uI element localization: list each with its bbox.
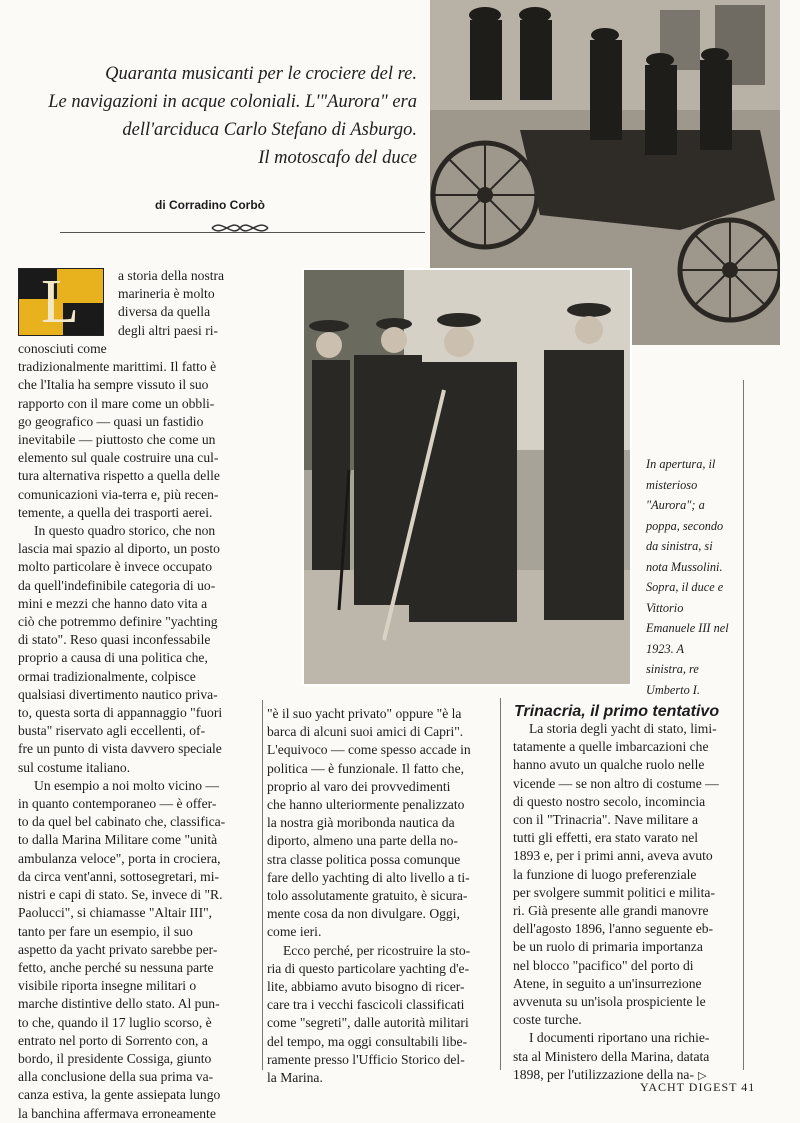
column2 [267,705,493,1087]
text-line: barca di alcuni suoi amici di Capri". [267,724,464,740]
text-line: coste turche. [513,1012,582,1028]
text-line: "è il suo yacht privato" oppure "è la [267,706,462,721]
headline-line: dell'arciduca Carlo Stefano di Asburgo. [122,120,417,140]
column1 [18,340,258,1123]
section-title: Trinacria, il primo tentativo [514,703,720,720]
page-footer: YACHT DIGEST 41 [640,1080,756,1094]
text-line: Vittorio [646,600,684,615]
text-line: la funzione di luogo preferenziale [513,866,697,882]
text-line: to da quel bel cabinato che, classifica- [18,814,226,830]
text-line: alla conclusione della sua prima va- [18,1069,214,1085]
text-line: misterioso [646,477,698,492]
text-line: to, questa sorta di appannaggio "fuori [18,705,223,721]
continue-arrow-icon: ▷ [697,1069,707,1082]
text-line: I documenti riportano una richie- [529,1030,710,1046]
text-line: canza estiva, la gente assiepata lungo [18,1087,221,1103]
text-line: per svolgere summit politici e milita- [513,884,715,900]
text-line: sinistra, re [646,662,699,676]
column-divider [743,380,744,1070]
text-line: proprio a causa di una politica che, [18,650,208,666]
text-line: avvenuta su un'isola prospiciente le [513,994,706,1010]
text-line: L'equivoco — come spesso accade in [267,742,471,758]
text-line: In questo quadro storico, che non [34,523,216,539]
headline-line: Quaranta musicanti per le crociere del re. [105,64,417,84]
dropcap [18,268,104,336]
text-line: poppa, secondo [646,518,724,533]
text-line: che l'Italia ha sempre vissuto il suo [18,377,209,393]
text-line: ciò che potremmo definire "yachting [18,614,218,630]
text-line: elemento sul quale costruire una cul- [18,450,219,466]
headline-line: Il motoscafo del duce [258,148,417,168]
ornament-icon [210,220,270,236]
text-line: ormai tradizionalmente, colpisce [18,668,196,684]
text-line: del tempo, ma oggi consultabili libe- [267,1033,468,1049]
text-line: 1898, per l'utilizzazione della na- ▷ [513,1066,739,1085]
text-line: La storia degli yacht di stato, limi- [529,721,717,736]
text-line: la banchina affermava erroneamente [18,1105,216,1121]
text-line: molto particolare è invece occupato [18,559,212,575]
text-line: tradizionalmente marittimi. Il fatto è [18,359,217,375]
text-line: ri. Già presente alle grandi manovre [513,903,709,919]
text-line: sul costume italiano. [18,759,131,775]
text-line: tura alternativa rispetto a quella delle [18,468,220,484]
text-line: Ecco perché, per ricostruire la sto- [283,942,471,958]
text-line: to dalla Marina Militare come "unità [18,832,218,848]
text-line: Paolucci", si chiamasse "Altair III", [18,905,213,921]
text-line: marineria è molto [118,286,215,302]
text-line: tutti gli effetti, era stato varato nel [513,830,699,846]
text-line: inevitabile — piuttosto che come un [18,432,216,448]
text-line: temente, a quella dei trasporti aerei. [18,504,213,520]
text-line: nistri e capi di stato. Se, invece di "R. [18,887,223,903]
text-line: nel blocco "pacifico" del porto di [513,957,694,973]
text-line: di stato". Reso quasi inconfessabile [18,632,211,648]
text-line: da sinistra, si [646,539,713,553]
text-line: a storia della nostra [118,268,225,283]
text-line: care tra i vecchi fascicoli classificati [267,997,465,1013]
text-line: come "segreti", dalle autorità militari [267,1015,469,1031]
text-line: Un esempio a noi molto vicino — [34,777,220,793]
text-line: to che, quando il 17 luglio scorso, è [18,1014,212,1030]
text-line: conosciuti come [18,341,107,356]
column-divider [500,698,501,1070]
text-line: qualsiasi divertimento nautico priva- [18,686,218,702]
text-line: lite, abbiamo avuto bisogno di ricer- [267,979,465,995]
text-line: la Marina. [267,1070,323,1086]
text-line: da circa vent'anni, sottosegretari, mi- [18,868,219,884]
text-line: nota Mussolini. [646,559,723,574]
column3 [513,720,739,1085]
text-line: "Aurora"; a [646,498,705,512]
text-line: aspetto da yacht privato sarebbe per- [18,941,218,957]
column1-top [118,267,258,340]
text-line: fare dello yachting di alto livello a ti- [267,869,470,885]
text-line: Emanuele III nel [646,621,729,635]
photo-caption [646,454,746,700]
text-line: tolo assolutamente gratuito, è sicura- [267,888,468,904]
headline-line: Le navigazioni in acque coloniali. L'"Aurora" era [48,92,417,112]
text-line: sta al Ministero della Marina, datata [513,1048,710,1064]
text-line: Umberto I. [646,682,700,697]
text-line: fetto, anche perché su nessuna parte [18,959,214,975]
text-line: diversa da quella [118,304,211,320]
text-line: In apertura, il [646,457,716,471]
text-line: ambulanza veloce", porta in crociera, [18,850,221,866]
text-line: marche distintive dello stato. Al pun- [18,996,220,1012]
text-line: Atene, in seguito a un'insurrezione [513,975,702,991]
text-line: mini e mezzi che hanno dato vita a [18,595,208,611]
text-line: stra classe politica possa comunque [267,851,461,867]
text-line: entrato nel porto di Sorrento con, a [18,1032,208,1048]
text-line: 1923. A [646,641,685,656]
text-line: lascia mai spazio al diporto, un posto [18,541,220,557]
text-line: proprio al varo dei provvedimenti [267,778,451,794]
text-line: come ieri. [267,924,322,940]
text-line: di questo nostro secolo, incomincia [513,793,706,809]
text-line: comunicazioni via-terra e, più recen- [18,486,219,502]
text-line: go geografico — quasi un fastidio [18,413,204,429]
text-line: ria di questo particolare yachting d'e- [267,960,470,976]
text-line: la nostra già moribonda nautica da [267,815,455,831]
text-line: ramente presso l'Ufficio Storico del- [267,1051,465,1067]
text-line: con il "Trinacria". Nave militare a [513,812,698,828]
text-line: fre un punto di vista davvero speciale [18,741,222,757]
column-divider [262,700,263,1070]
photo-group [302,268,632,686]
byline: di Corradino Corbò [155,198,265,212]
text-line: vicende — se non altro di costume — [513,775,719,791]
text-line: 1893 e, per i primi anni, aveva avuto [513,848,713,864]
text-line: tanto per fare un esempio, il suo [18,923,193,939]
text-line: mente cosa da non divulgare. Oggi, [267,906,460,922]
dropcap-letter: L [41,268,79,336]
text-line: degli altri paesi ri- [118,322,219,338]
text-line: che hanno ulteriormente penalizzato [267,797,465,813]
text-line: Sopra, il duce e [646,580,724,594]
group-illustration [304,270,632,686]
text-line: da quell'indefinibile categoria di uo- [18,577,216,593]
headline [12,60,417,172]
text-line: dell'agosto 1896, l'anno seguente eb- [513,921,714,937]
text-line: in quanto contemporaneo — è offer- [18,796,217,812]
text-line: visibile riporta insegne militari o [18,978,197,994]
text-line: hanno avuto un qualche ruolo nelle [513,757,705,773]
text-line: tatamente a quelle imbarcazioni che [513,739,709,755]
text-line: diporto, almeno una parte della no- [267,833,459,849]
text-line: politica — è funzionale. Il fatto che, [267,760,465,776]
text-line: rapporto con il mare come un obbli- [18,395,215,411]
text-line: bordo, il presidente Cossiga, giunto [18,1050,212,1066]
text-line: busta" riservato agli eccellenti, of- [18,723,206,739]
text-line: be un ruolo di primaria importanza [513,939,703,955]
